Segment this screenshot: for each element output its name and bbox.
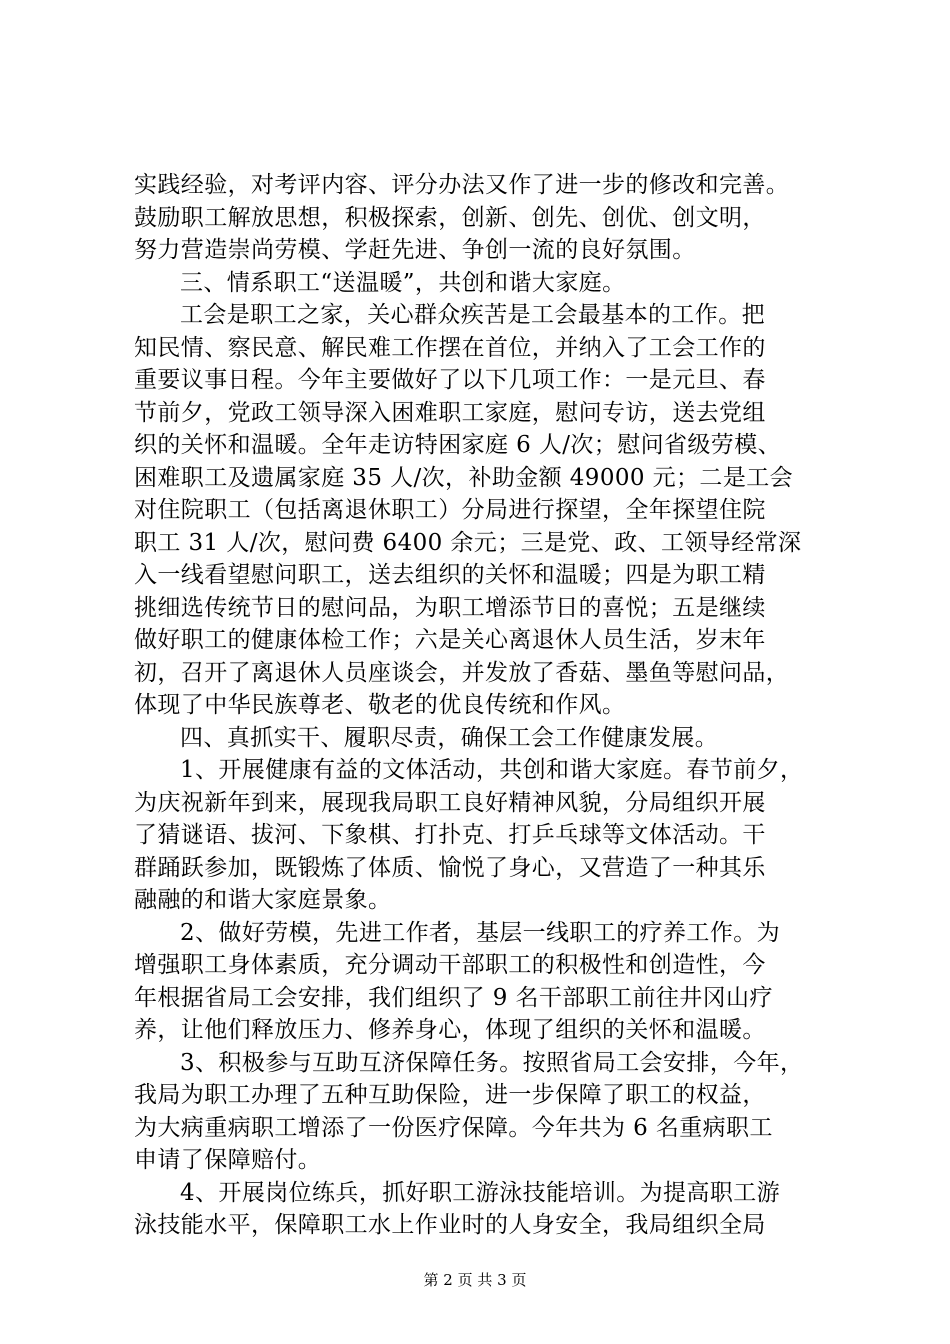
text-line: 融融的和谐大家庭景象。: [134, 887, 392, 913]
paragraph-start-line: 工会是职工之家，关心群众疾苦是工会最基本的工作。把: [180, 302, 765, 328]
paragraph-start-line: 3、积极参与互助互济保障任务。按照省局工会安排，今年，: [180, 1049, 804, 1076]
text-line: 困难职工及遗属家庭 35 人/次，补助金额 49000 元；二是工会: [134, 464, 794, 491]
text-line: 养，让他们释放压力、修养身心，体现了组织的关怀和温暖。: [134, 1017, 766, 1043]
text-line: 泳技能水平，保障职工水上作业时的人身安全，我局组织全局: [134, 1212, 766, 1238]
text-line: 我局为职工办理了五种互助保险，进一步保障了职工的权益，: [134, 1082, 766, 1108]
text-line: 为庆祝新年到来，展现我局职工良好精神风貌，分局组织开展: [134, 789, 766, 816]
text-line: 体现了中华民族尊老、敬老的优良传统和作风。: [134, 692, 626, 718]
text-line: 初，召开了离退休人员座谈会，并发放了香菇、墨鱼等慰问品，: [134, 659, 790, 686]
text-line: 职工 31 人/次，慰问费 6400 余元；三是党、政、工领导经常深: [134, 529, 802, 556]
document-body: [134, 169, 844, 1242]
text-line: 了猜谜语、拔河、下象棋、打扑克、打乒乓球等文体活动。干: [134, 822, 766, 848]
text-line: 对住院职工（包括离退休职工）分局进行探望，全年探望住院: [134, 497, 766, 523]
paragraph-start-line: 四、真抓实干、履职尽责，确保工会工作健康发展。: [180, 724, 719, 751]
page-footer: 第 2 页 共 3 页: [423, 1271, 527, 1289]
text-line: 做好职工的健康体检工作；六是关心离退休人员生活，岁末年: [134, 627, 766, 653]
text-line: 实践经验，对考评内容、评分办法又作了进一步的修改和完善。: [134, 172, 790, 198]
text-line: 申请了保障赔付。: [134, 1147, 322, 1173]
text-line: 知民情、察民意、解民难工作摆在首位，并纳入了工会工作的: [134, 334, 766, 361]
text-line: 努力营造崇尚劳模、学赶先进、争创一流的良好氛围。: [134, 237, 696, 263]
paragraph-start-line: 2、做好劳模，先进工作者，基层一线职工的疗养工作。为: [180, 919, 781, 946]
text-line: 增强职工身体素质，充分调动干部职工的积极性和创造性，今: [134, 952, 766, 978]
paragraph-start-line: 1、开展健康有益的文体活动，共创和谐大家庭。春节前夕，: [180, 757, 804, 783]
text-line: 挑细选传统节日的慰问品，为职工增添节日的喜悦；五是继续: [134, 594, 766, 621]
text-line: 鼓励职工解放思想，积极探索，创新、创先、创优、创文明，: [134, 204, 766, 231]
paragraph-start-line: 4、开展岗位练兵，抓好职工游泳技能培训。为提高职工游: [180, 1179, 781, 1206]
text-line: 节前夕，党政工领导深入困难职工家庭，慰问专访，送去党组: [134, 399, 766, 426]
paragraph-start-line: 三、情系职工“送温暖”，共创和谐大家庭。: [180, 269, 626, 296]
text-line: 为大病重病职工增添了一份医疗保障。今年共为 6 名重病职工: [134, 1114, 773, 1141]
text-line: 群踊跃参加，既锻炼了体质、愉悦了身心，又营造了一种其乐: [134, 854, 766, 881]
text-line: 织的关怀和温暖。全年走访特困家庭 6 人/次；慰问省级劳模、: [134, 432, 782, 458]
text-line: 重要议事日程。今年主要做好了以下几项工作：一是元旦、春: [134, 367, 766, 393]
text-line: 入一线看望慰问职工，送去组织的关怀和温暖；四是为职工精: [134, 562, 766, 588]
text-line: 年根据省局工会安排，我们组织了 9 名干部职工前往井冈山疗: [134, 984, 773, 1011]
